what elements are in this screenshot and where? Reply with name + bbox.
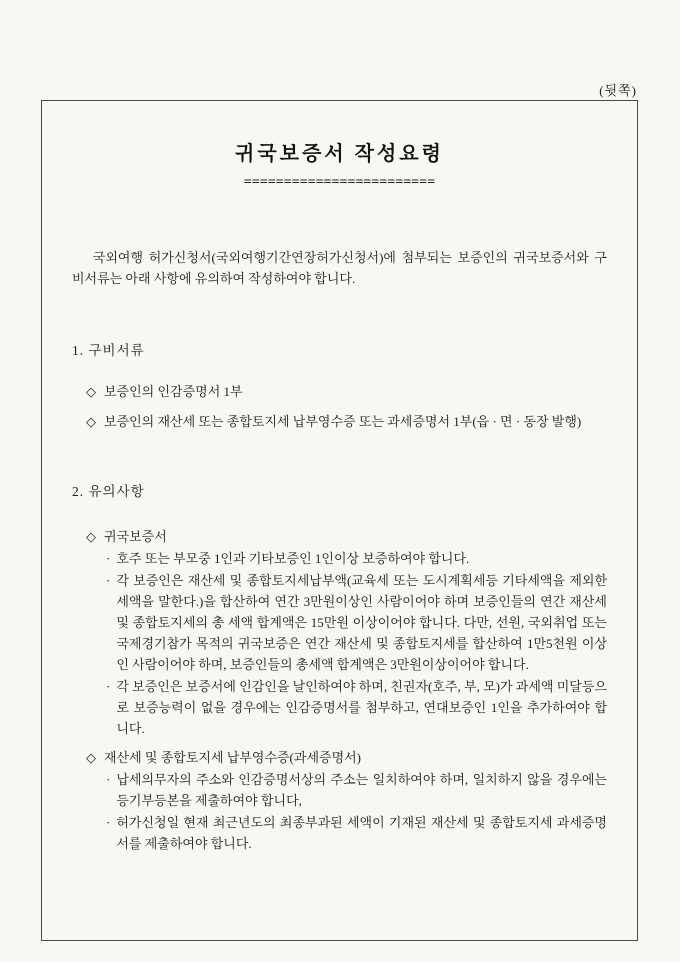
note-subitem-text: 각 보증인은 보증서에 인감인을 날인하여야 하며, 친권자(호주, 부, 모)가 과세액 미달등으로 보증능력이 없을 경우에는 인감증명서를 첨부하고, 연대보증인 1인을 추가하여야 합니다. <box>116 679 607 736</box>
note-subitem <box>72 769 607 811</box>
note-subitem-text: 허가신청일 현재 최근년도의 최종부과된 세액이 기재된 재산세 및 종합토지세 과세증명서를 제출하여야 합니다. <box>116 815 607 851</box>
note-item-tax-receipt <box>72 747 607 768</box>
note-item-guarantee <box>72 526 607 547</box>
note-subitem <box>72 570 607 675</box>
note-subitem-text: 납세의무자의 주소와 인감증명서상의 주소는 일치하여야 하며, 일치하지 않을 경우에는 등기부등본을 제출하여야 합니다, <box>116 772 607 808</box>
diamond-marker: ◇ <box>86 529 96 544</box>
note-subitem <box>72 548 607 569</box>
requirement-item <box>72 411 607 432</box>
section-1-heading: 1. 구비서류 <box>72 343 145 358</box>
dot-marker: · <box>106 815 111 830</box>
note-item-title: 재산세 및 종합토지세 납부영수증(과세증명서) <box>104 750 362 765</box>
diamond-marker: ◇ <box>86 750 96 765</box>
note-subitem <box>72 812 607 854</box>
diamond-marker: ◇ <box>86 384 96 399</box>
note-item-title: 귀국보증서 <box>104 529 167 544</box>
dot-marker: · <box>106 573 111 588</box>
note-subitem-text: 각 보증인은 재산세 및 종합토지세납부액(교육세 또는 도시계획세등 기타세액을 제외한 세액을 말한다.)을 합산하여 연간 3만원이상인 사람이어야 하며 보증인들의 연간 재산세 및 종합토지세의 총 세액 합계액은 15만원 이상이어야 합니다. 다만, 선원, 국외취업 또는 국제경기참가 목적의 귀국보증은 연간 재산세 및 종합토지세를 합산하여 1만5천원 이상인 사람이어야 하며, 보증인들의 총세액 합계액은 3만원이상이어야 합니다. <box>116 573 607 672</box>
dot-marker: · <box>106 679 111 694</box>
dot-marker: · <box>106 772 111 787</box>
note-subitem-text: 호주 또는 부모중 1인과 기타보증인 1인이상 보증하여야 합니다. <box>116 551 470 566</box>
section-required-documents <box>72 339 607 432</box>
section-2-heading: 2. 유의사항 <box>72 484 145 499</box>
section-notes <box>72 480 607 854</box>
document-title: 귀국보증서 작성요령 <box>235 143 444 165</box>
title-underline: ======================== <box>243 175 436 190</box>
intro-paragraph: 국외여행 허가신청서(국외여행기간연장허가신청서)에 첨부되는 보증인의 귀국보증서와 구비서류는 아래 사항에 유의하여 작성하여야 합니다. <box>72 250 607 286</box>
note-subitem <box>72 676 607 739</box>
requirement-text: 보증인의 인감증명서 1부 <box>104 384 243 399</box>
dot-marker: · <box>106 551 111 566</box>
requirement-text: 보증인의 재산세 또는 종합토지세 납부영수증 또는 과세증명서 1부(읍 · 면 · 동장 발행) <box>104 414 582 429</box>
requirement-item <box>72 381 607 402</box>
diamond-marker: ◇ <box>86 414 96 429</box>
back-side-note: (뒷쪽) <box>599 83 637 98</box>
document-frame <box>41 100 638 941</box>
